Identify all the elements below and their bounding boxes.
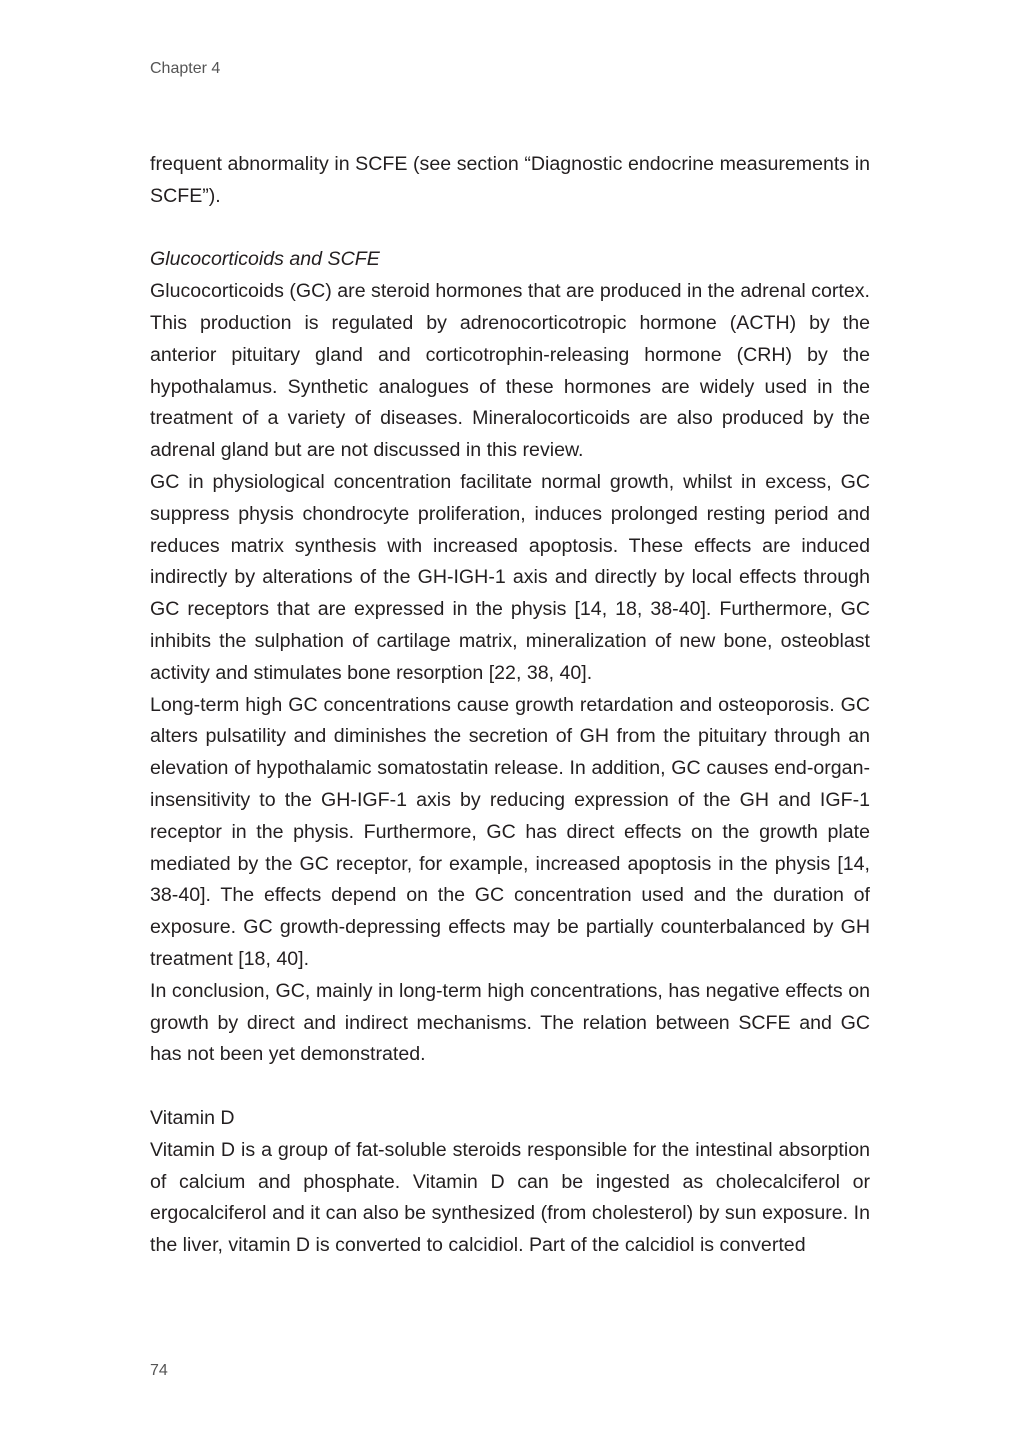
gc-paragraph-1: Glucocorticoids (GC) are steroid hormones that are produced in the adrenal cortex. This production is regulated by adrenocorticotropic hormone (ACTH) by the anterior pituitary gland and corticotrophin-releasing hormone (CRH) by the hypothalamus. Synthetic analogues of these hormones are widely used in the treatment of a variety of diseases. Mineralocorticoids are also produced by the adrenal gland but are not discussed in this review. bbox=[150, 280, 870, 462]
page-body bbox=[150, 149, 870, 1262]
page-number: 74 bbox=[150, 1362, 168, 1379]
vitd-paragraph: Vitamin D is a group of fat-soluble steroids responsible for the intestinal absorption of calcium and phosphate. Vitamin D can be ingested as cholecalciferol or ergocalciferol and it can also be synthesized (from cholesterol) by sun exposure. In the liver, vitamin D is converted to calcidiol. Part of the calcidiol is converted bbox=[150, 1138, 870, 1257]
running-header: Chapter 4 bbox=[150, 60, 221, 77]
intro-paragraph: frequent abnormality in SCFE (see section “Diagnostic endocrine measurements in SCFE”). bbox=[150, 153, 870, 207]
section-heading-glucocorticoids: Glucocorticoids and SCFE bbox=[150, 248, 380, 271]
paragraph-gap bbox=[150, 1071, 870, 1103]
gc-paragraph-3: Long-term high GC concentrations cause growth retardation and osteoporosis. GC alters pulsatility and diminishes the secretion of GH from the pituitary through an elevation of hypothalamic somatostatin release. In addition, GC causes end-organ-insensitivity to the GH-IGF-1 axis by reducing expression of the GH and IGF-1 receptor in the physis. Furthermore, GC has direct effects on the growth plate mediated by the GC receptor, for example, increased apoptosis in the physis [14, 38-40]. The effects depend on the GC concentration used and the duration of exposure. GC growth-depressing effects may be partially counterbalanced by GH treatment [18, 40]. bbox=[150, 693, 870, 970]
gc-paragraph-2: GC in physiological concentration facilitate normal growth, whilst in excess, GC suppress physis chondrocyte proliferation, induces prolonged resting period and reduces matrix synthesis with increased apoptosis. These effects are induced indirectly by alterations of the GH-IGH-1 axis and directly by local effects through GC receptors that are expressed in the physis [14, 18, 38-40]. Furthermore, GC inhibits the sulphation of cartilage matrix, mineralization of new bone, osteoblast activity and stimulates bone resorption [22, 38, 40]. bbox=[150, 470, 870, 684]
gc-paragraph-4: In conclusion, GC, mainly in long-term high concentrations, has negative effects on growth by direct and indirect mechanisms. The relation between SCFE and GC has not been yet demonstrated. bbox=[150, 979, 870, 1066]
paragraph-gap bbox=[150, 213, 870, 245]
section-heading-vitamin-d: Vitamin D bbox=[150, 1106, 235, 1129]
